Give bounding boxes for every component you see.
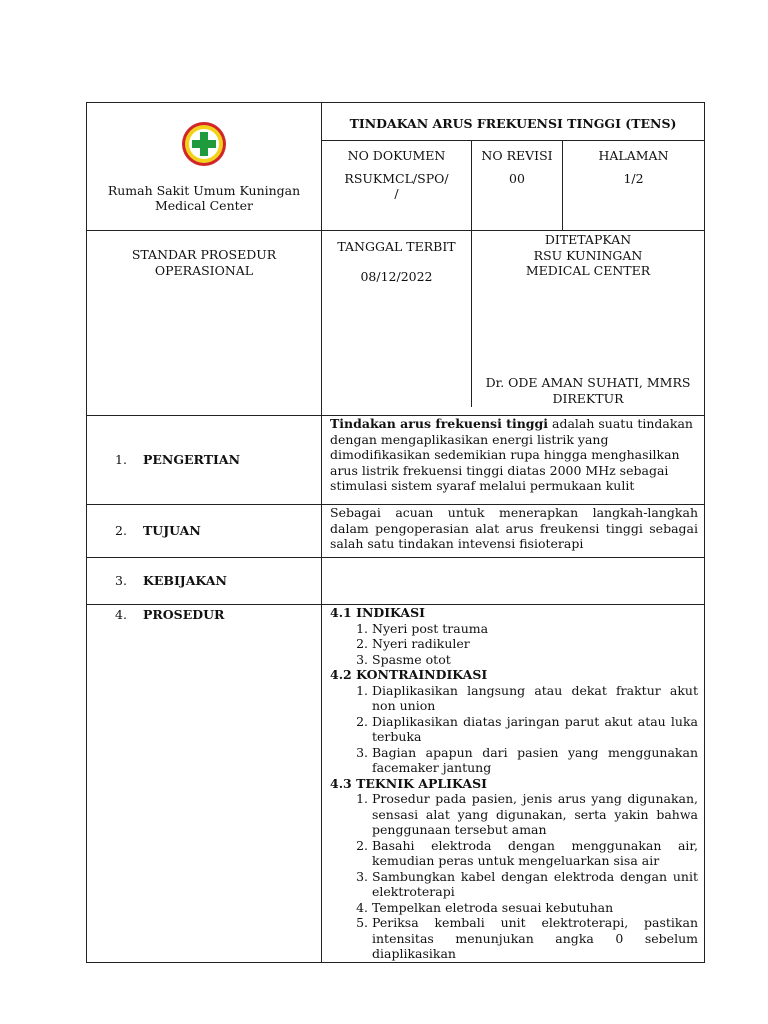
kontraindikasi-title: 4.2 KONTRAINDIKASI bbox=[330, 667, 488, 682]
section-tujuan-label: 2. TUJUAN bbox=[87, 505, 322, 558]
kontraindikasi-list bbox=[330, 683, 698, 776]
list-item: 5. Periksa kembali unit elektroterapi, pastikan intensitas menunjukan angka 0 sebelum diaplikasikan bbox=[372, 915, 698, 962]
revision-label: NO REVISI bbox=[481, 148, 553, 163]
document-meta-cell bbox=[322, 141, 705, 231]
sop-label: STANDAR PROSEDUR OPERASIONAL bbox=[87, 231, 322, 416]
list-item: 2. Diaplikasikan diatas jaringan parut akut atau luka terbuka bbox=[372, 714, 698, 745]
issue-date-value: 08/12/2022 bbox=[360, 268, 433, 284]
sop-table bbox=[86, 102, 705, 963]
list-item: 4. Tempelkan eletroda sesuai kebutuhan bbox=[372, 900, 698, 916]
section-pengertian-text bbox=[322, 416, 705, 505]
page-label: HALAMAN bbox=[598, 148, 669, 163]
section-prosedur-label: 4. PROSEDUR bbox=[87, 605, 322, 963]
doc-number-label: NO DOKUMEN bbox=[347, 148, 446, 163]
hospital-cell bbox=[87, 103, 322, 231]
list-item: 3. Sambungkan kabel dengan elektroda dengan unit elektroterapi bbox=[372, 869, 698, 900]
approval-label: DITETAPKAN bbox=[544, 232, 632, 247]
hospital-name: Rumah Sakit Umum Kuningan Medical Center bbox=[107, 182, 301, 213]
section-tujuan-text: Sebagai acuan untuk menerapkan langkah-langkah dalam pengoperasian alat arus freukensi tinggi sebagai salah satu tindakan intevensi fisioterapi bbox=[322, 505, 705, 558]
page-cell bbox=[563, 141, 705, 230]
signer-name: Dr. ODE AMAN SUHATI, MMRS bbox=[485, 375, 691, 390]
pengertian-lead: Tindakan arus frekuensi tinggi bbox=[330, 416, 549, 431]
section-pengertian-label: 1. PENGERTIAN bbox=[87, 416, 322, 505]
pengertian-body: adalah suatu tindakan dengan mengaplikasikan energi listrik yang dimodifikasikan sedemikian rupa hingga menghasilkan arus listrik frekuensi tinggi diatas 2000 MHz sebagai stimulasi sistem syaraf melalui permukaan kulit bbox=[330, 416, 693, 493]
revision-cell bbox=[472, 141, 563, 230]
list-item: 3. Bagian apapun dari pasien yang menggunakan facemaker jantung bbox=[372, 745, 698, 776]
indikasi-list bbox=[330, 621, 698, 668]
issue-date-cell bbox=[322, 231, 472, 407]
teknik-list bbox=[330, 791, 698, 962]
doc-number-value: RSUKMCL/SPO/ / bbox=[344, 170, 449, 201]
indikasi-title: 4.1 INDIKASI bbox=[330, 605, 425, 620]
list-item: 2. Basahi elektroda dengan menggunakan air, kemudian peras untuk mengeluarkan sisa air bbox=[372, 838, 698, 869]
approval-org: RSU KUNINGAN MEDICAL CENTER bbox=[525, 247, 651, 278]
revision-value: 00 bbox=[509, 170, 525, 186]
sop-meta-cell bbox=[322, 231, 705, 416]
list-item: 1. Nyeri post trauma bbox=[372, 621, 698, 637]
document-title: TINDAKAN ARUS FREKUENSI TINGGI (TENS) bbox=[322, 103, 705, 141]
page-value: 1/2 bbox=[623, 170, 644, 186]
list-item: 1. Diaplikasikan langsung atau dekat fraktur akut non union bbox=[372, 683, 698, 714]
section-kebijakan-label: 3. KEBIJAKAN bbox=[87, 558, 322, 605]
issue-date-label: TANGGAL TERBIT bbox=[337, 239, 456, 254]
section-prosedur-text bbox=[322, 605, 705, 963]
list-item: 2. Nyeri radikuler bbox=[372, 636, 698, 652]
teknik-title: 4.3 TEKNIK APLIKASI bbox=[330, 775, 487, 791]
list-item: 3. Spasme otot bbox=[372, 652, 698, 668]
signer-title: DIREKTUR bbox=[552, 390, 624, 406]
hospital-cross-logo-icon bbox=[181, 121, 227, 167]
section-kebijakan-text bbox=[322, 558, 705, 605]
approval-cell bbox=[472, 231, 705, 407]
doc-number-cell bbox=[322, 141, 472, 230]
list-item: 1. Prosedur pada pasien, jenis arus yang digunakan, sensasi alat yang digunakan, serta yakin bahwa penggunaan tersebut aman bbox=[372, 791, 698, 838]
